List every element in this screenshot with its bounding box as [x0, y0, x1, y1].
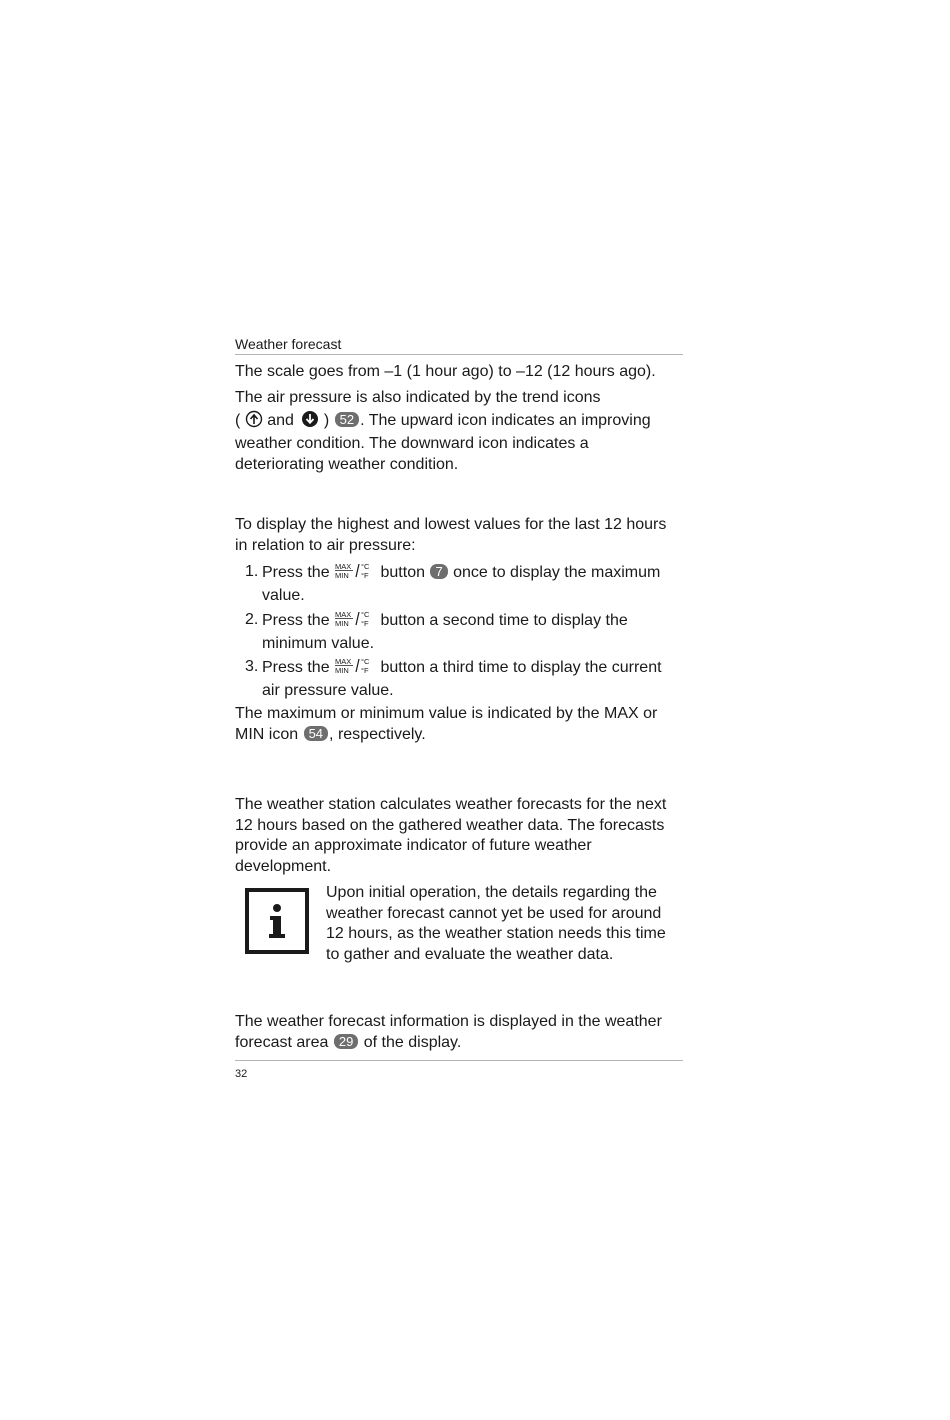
svg-text:MIN: MIN	[335, 666, 349, 674]
ref-badge-52: 52	[335, 412, 359, 427]
svg-text:MIN: MIN	[335, 571, 349, 579]
svg-text:°F: °F	[361, 619, 369, 627]
svg-text:°C: °C	[361, 610, 370, 619]
svg-text:MAX: MAX	[335, 562, 352, 571]
paragraph-forecast-area: The weather forecast information is displayed in the weather forecast area 29 of the display.	[235, 1013, 662, 1051]
max-min-unit-icon	[335, 562, 375, 586]
ref-badge-54: 54	[304, 726, 328, 741]
svg-text:MAX: MAX	[335, 610, 352, 619]
max-min-unit-icon	[335, 610, 375, 634]
footer-rule	[235, 1060, 683, 1061]
trend-line-4: deteriorating weather condition.	[235, 455, 459, 473]
paragraph-scale: The scale goes from –1 (1 hour ago) to –12 (12 hours ago).	[235, 363, 656, 380]
ref-badge-7: 7	[430, 564, 447, 579]
svg-text:°C: °C	[361, 657, 370, 666]
paragraph-trend	[235, 388, 683, 475]
paragraph-max-min: The maximum or minimum value is indicated by the MAX or MIN icon 54 , respectively.	[235, 705, 658, 743]
max-min-unit-icon	[335, 657, 375, 681]
svg-text:°F: °F	[361, 571, 369, 579]
paragraph-intro-steps: To display the highest and lowest values for the last 12 hours in relation to air pressure:	[235, 516, 667, 554]
svg-text:°C: °C	[361, 562, 370, 571]
trend-down-icon	[301, 410, 319, 435]
svg-text:MAX: MAX	[335, 657, 352, 666]
trend-line-1: The air pressure is also indicated by the trend icons	[235, 389, 601, 406]
svg-text:MIN: MIN	[335, 619, 349, 627]
page-number: 32	[235, 1068, 248, 1080]
info-icon	[245, 888, 309, 954]
header-rule	[235, 354, 683, 355]
section-header: Weather forecast	[235, 336, 342, 352]
info-note: Upon initial operation, the details regarding the weather forecast cannot yet be used for around 12 hours, as the weather station needs this time to gather and evaluate the weather data.	[326, 884, 666, 963]
svg-text:°F: °F	[361, 666, 369, 674]
ref-badge-29: 29	[334, 1034, 358, 1049]
trend-up-icon	[245, 410, 263, 435]
trend-line-2: ( and ) 52 . The upward icon indicates an improving	[235, 410, 683, 435]
trend-line-3: weather condition. The downward icon indicates a	[235, 435, 589, 452]
paragraph-forecast-intro: The weather station calculates weather forecasts for the next 12 hours based on the gathered weather data. The forecasts provide an approximate indicator of future weather development.	[235, 796, 667, 875]
